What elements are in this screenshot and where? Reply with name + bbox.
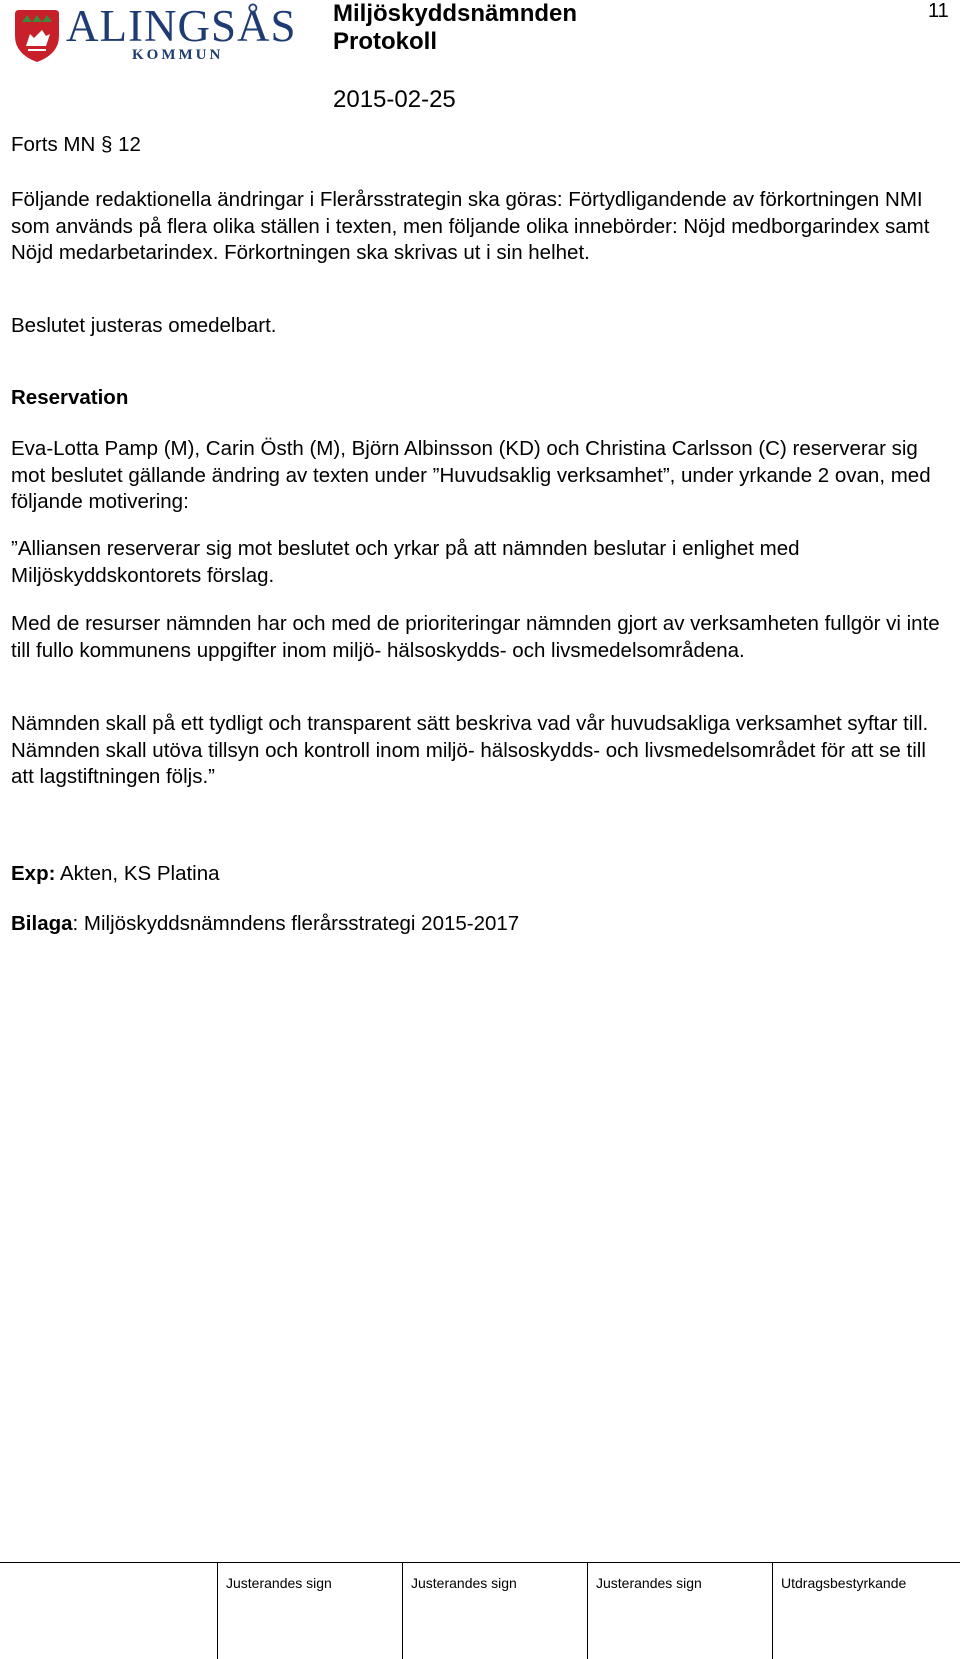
attachment-line bbox=[11, 911, 951, 938]
signature-label-2: Justerandes sign bbox=[411, 1575, 517, 1591]
attachment-label: Bilaga bbox=[11, 912, 73, 935]
distribution-label: Exp: bbox=[11, 862, 56, 885]
signature-label-3: Justerandes sign bbox=[596, 1575, 702, 1591]
signature-cell-2 bbox=[402, 1562, 587, 1659]
committee-name: Miljöskyddsnämnden bbox=[333, 0, 578, 27]
municipality-logo bbox=[8, 0, 297, 68]
logo-wordmark: ALINGSÅS bbox=[66, 1, 297, 51]
page-number: 11 bbox=[928, 0, 949, 22]
distribution-line bbox=[11, 861, 951, 888]
signature-cell-3 bbox=[587, 1562, 772, 1659]
reservation-heading: Reservation bbox=[11, 386, 129, 409]
paragraph-reservation: Eva-Lotta Pamp (M), Carin Östh (M), Björn Albinsson (KD) och Christina Carlsson (C) reserverar sig mot beslutet gällande ändring av texten under ”Huvudsaklig verksamhet”, under yrkande 2 ovan, med följande motivering: bbox=[11, 437, 931, 513]
extract-certification-cell bbox=[772, 1562, 960, 1659]
distribution-value: Akten, KS Platina bbox=[55, 862, 220, 885]
signature-label-1: Justerandes sign bbox=[226, 1575, 332, 1591]
extract-certification-label: Utdragsbestyrkande bbox=[781, 1575, 907, 1591]
paragraph-quote-3: Nämnden skall på ett tydligt och transparent sätt beskriva vad vår huvudsakliga verksamhet syftar till. Nämnden skall utöva tillsyn och kontroll inom miljö- hälsoskydds- och livsmedelsområdet för att se till att lagstiftningen följs.” bbox=[11, 712, 929, 788]
paragraph-decision: Beslutet justeras omedelbart. bbox=[11, 314, 277, 337]
logo-subtext: KOMMUN bbox=[132, 47, 224, 63]
document-type: Protokoll bbox=[333, 28, 438, 55]
paragraph-quote-1: ”Alliansen reserverar sig mot beslutet och yrkar på att nämnden beslutar i enlighet med Miljöskyddskontorets förslag. bbox=[11, 537, 800, 587]
continuation-reference: Forts MN § 12 bbox=[11, 133, 141, 156]
attachment-value: : Miljöskyddsnämndens flerårsstrategi 2015-2017 bbox=[72, 912, 520, 935]
paragraph-quote-2: Med de resurser nämnden har och med de prioriteringar nämnden gjort av verksamheten fullgör vi inte till fullo kommunens uppgifter inom miljö- hälsoskydds- och livsmedelsområdena. bbox=[11, 612, 940, 662]
coat-of-arms-icon bbox=[12, 6, 62, 64]
meeting-date: 2015-02-25 bbox=[333, 86, 456, 113]
paragraph-editorial-changes: Följande redaktionella ändringar i Flerårsstrategin ska göras: Förtydligandende av förkortningen NMI som används på flera olika ställen i texten, men följande olika innebörder: Nöjd medborgarindex samt Nöjd medarbetarindex. Förkortningen ska skrivas ut i sin helhet. bbox=[11, 188, 930, 264]
signature-cell-1 bbox=[217, 1562, 402, 1659]
